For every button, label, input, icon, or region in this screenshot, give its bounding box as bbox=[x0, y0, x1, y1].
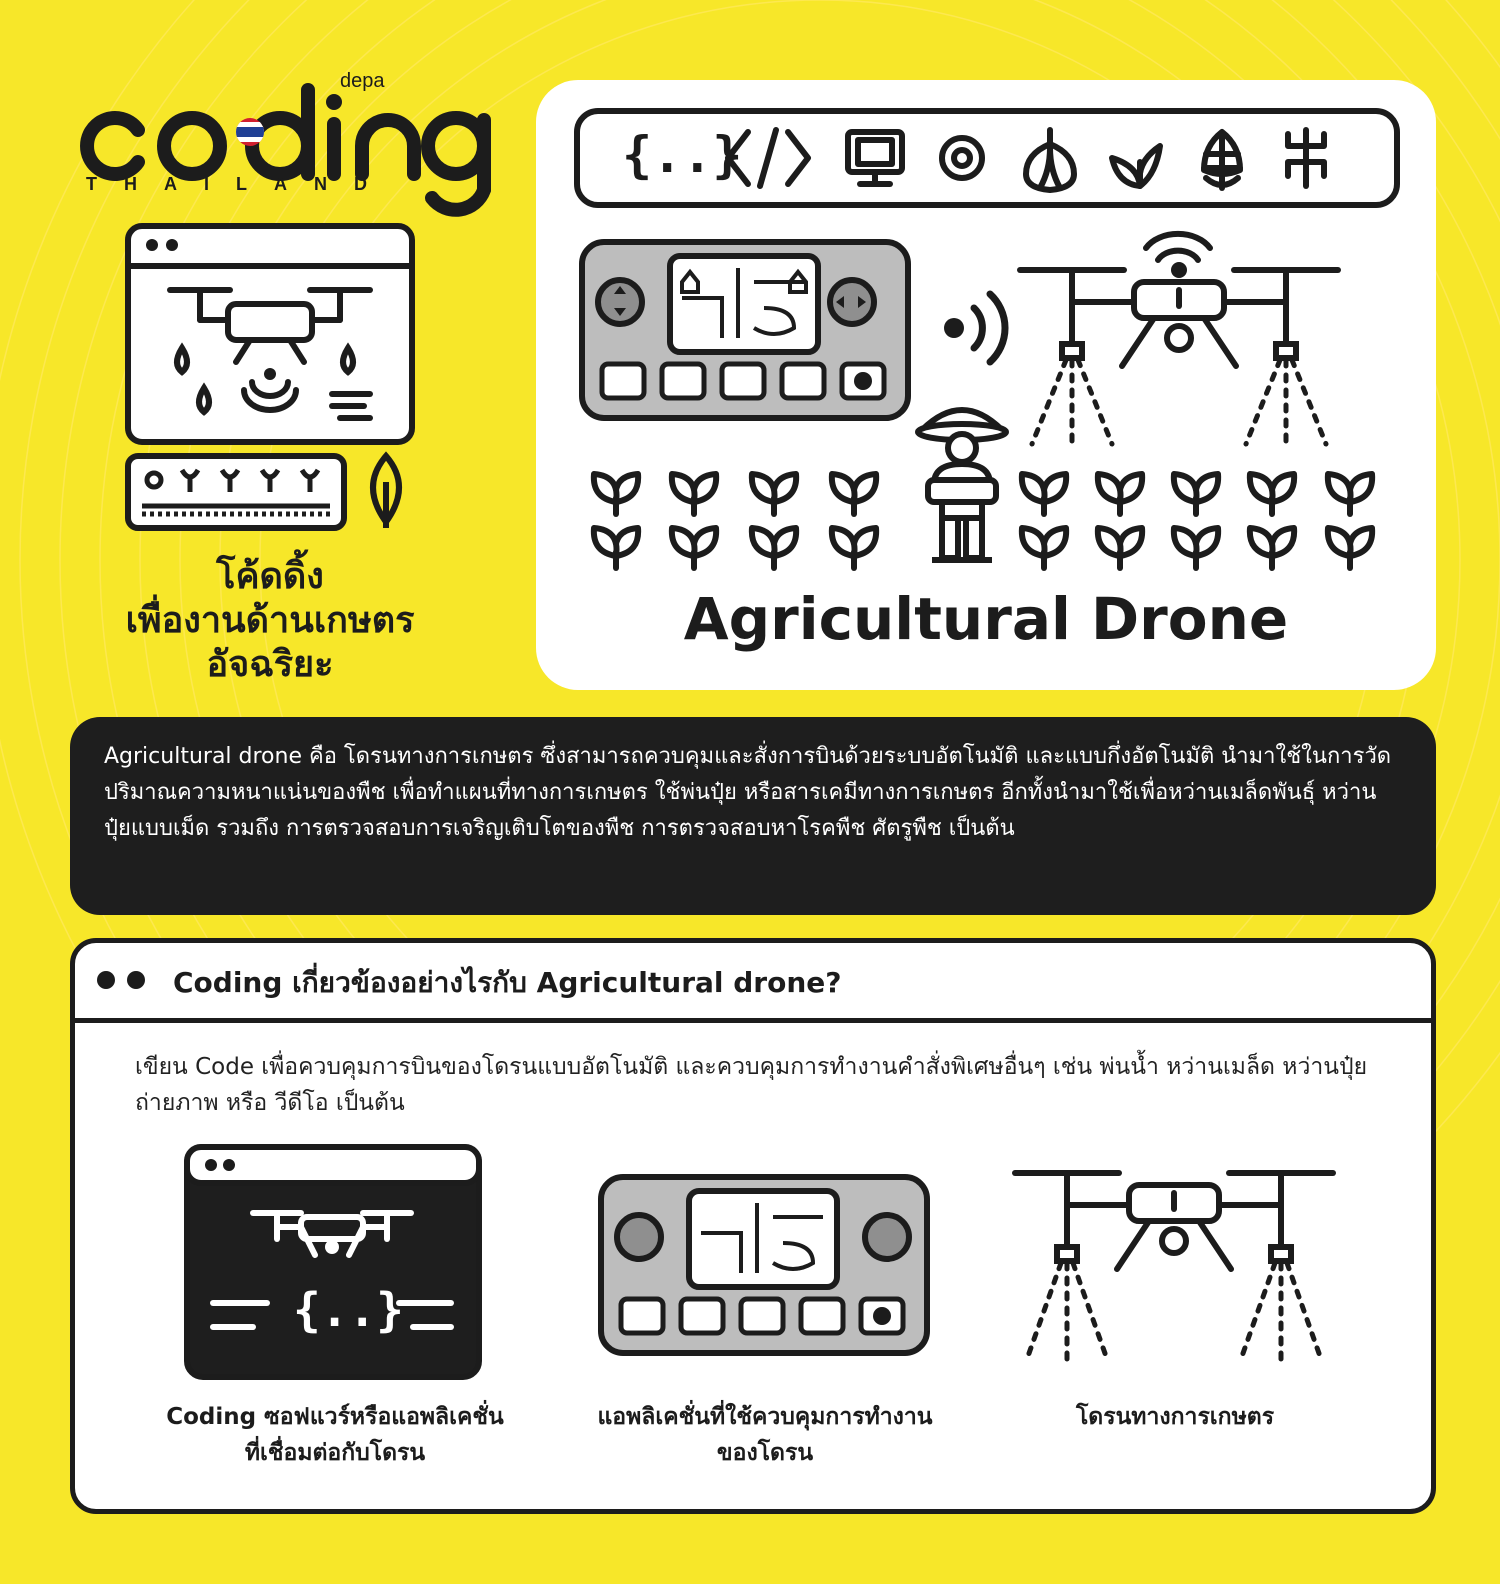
monitor-icon bbox=[848, 132, 902, 184]
question-title: Coding เกี่ยวข้องอย่างไรกับ Agricultural drone? bbox=[173, 966, 842, 999]
drone-browser-illustration bbox=[124, 222, 424, 542]
wireless-signal-icon bbox=[940, 280, 1020, 380]
caption-line: Coding ซอฟแวร์หรือแอพลิเคชั่น bbox=[166, 1404, 504, 1430]
drone-controller bbox=[578, 238, 918, 418]
question-header bbox=[75, 943, 1431, 1023]
window-dot-icon bbox=[97, 971, 115, 989]
thai-headline-line-2: เพื่องานด้านเกษตร bbox=[125, 600, 415, 641]
description-panel bbox=[70, 717, 1436, 915]
question-body: เขียน Code เพื่อควบคุมการบินของโดรนแบบอัตโนมัติ และควบคุมการทำงานคำสั่งพิเศษอื่นๆ เช่น พ่นน้ำ หว่านเมล็ด หว่านปุ๋ย ถ่ายภาพ หรือ วีดีโอ เป็นต้น bbox=[135, 1054, 1368, 1116]
code-window-braces: {..} bbox=[293, 1283, 404, 1337]
gear-icon bbox=[942, 138, 982, 178]
caption-line: โดรนทางการเกษตร bbox=[1075, 1404, 1275, 1430]
logo-subtitle: THAILAND bbox=[86, 174, 394, 194]
code-window-icon bbox=[183, 1143, 483, 1383]
caption-coding-software bbox=[125, 1399, 545, 1471]
spraying-drone bbox=[1020, 218, 1360, 458]
controller-app-icon bbox=[597, 1173, 937, 1363]
caption-agri-drone bbox=[965, 1399, 1385, 1435]
corn-icon bbox=[1204, 132, 1240, 188]
logo-brand: depa bbox=[340, 70, 385, 92]
thai-headline-line-1: โค้ดดิ้ง bbox=[216, 556, 324, 597]
caption-line: แอพลิเคชั่นที่ใช้ควบคุมการทำงาน bbox=[597, 1404, 933, 1430]
html-tag-icon bbox=[728, 130, 808, 186]
tech-icons bbox=[720, 122, 1420, 202]
coding-logo bbox=[80, 80, 500, 220]
sprout-icon bbox=[1112, 146, 1160, 186]
code-braces-icon: {..} bbox=[622, 126, 743, 184]
hero-title: Agricultural Drone bbox=[683, 585, 1289, 653]
thai-headline bbox=[60, 555, 480, 687]
onion-icon bbox=[1026, 130, 1074, 190]
thai-headline-line-3: อัจฉริยะ bbox=[206, 644, 334, 685]
farmer-icon bbox=[912, 400, 1012, 570]
description-text: Agricultural drone คือ โดรนทางการเกษตร ซึ่งสามารถควบคุมและสั่งการบินด้วยระบบอัตโนมัติ และแบบกึ่งอัตโนมัติ นำมาใช้ในการวัดปริมาณความหนาแน่นของพืช เพื่อทำแผนที่ทางการเกษตร ใช้พ่นปุ๋ย หรือสารเคมีทางการเกษตร อีกทั้งนำมาใช้เพื่อหว่านเมล็ดพันธุ์ หว่านปุ๋ยแบบเม็ด รวมถึง การตรวจสอบการเจริญเติบโตของพืช การตรวจสอบหาโรคพืช ศัตรูพืช เป็นต้น bbox=[104, 744, 1392, 841]
caption-line: ของโดรน bbox=[716, 1440, 814, 1466]
root-icon bbox=[1288, 130, 1324, 186]
question-card bbox=[70, 938, 1436, 1514]
window-dot-icon bbox=[127, 971, 145, 989]
caption-line: ที่เชื่อมต่อกับโดรน bbox=[244, 1440, 426, 1466]
caption-control-app bbox=[555, 1399, 975, 1471]
agri-drone-icon bbox=[1015, 1163, 1355, 1393]
